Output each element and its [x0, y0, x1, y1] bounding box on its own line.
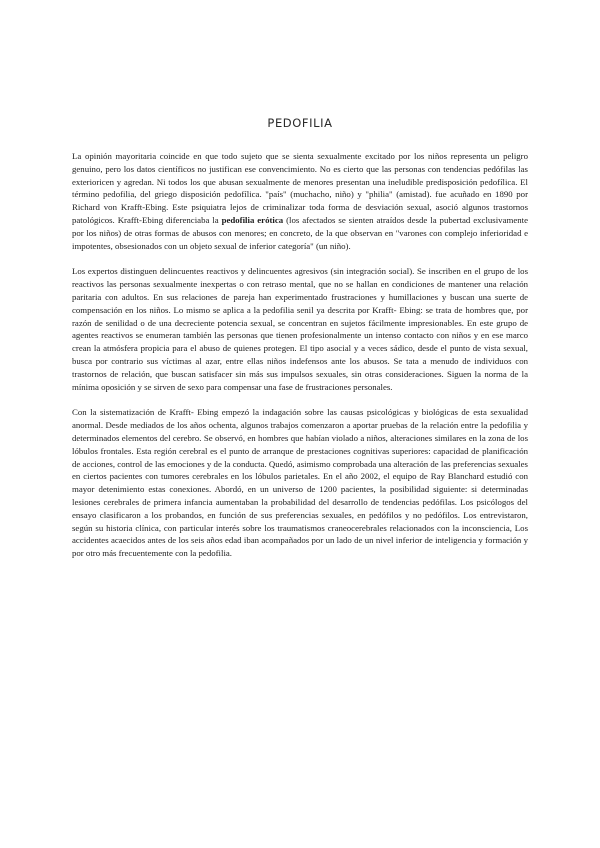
page-title: PEDOFILIA: [267, 116, 333, 130]
paragraph-2: Los expertos distinguen delincuentes reactivos y delincuentes agresivos (sin integración social). Se inscriben en el grupo de los reactivos las personas sexualmente inexpertas o con retraso mental, que no se hallan en condiciones de mantener una relación paritaria con adultos. En sus relaciones de pareja han experimentado frustraciones y humillaciones y buscan una suerte de compensación en los niños. Lo mismo se aplica a la pedofilia senil ya descrita por Krafft- Ebing: se trata de hombres que, por razón de senilidad o de una decreciente potencia sexual, se concentran en sujetos fácilmente impresionables. En este grupo de agentes reactivos se enumeran también las personas que tienen profesionalmente un intenso contacto con niños y en ese marco crean la atmósfera propicia para el abuso de quienes protegen. El tipo asocial y a veces sádico, desde el punto de vista sexual, busca por contrario sus víctimas al azar, entre ellas niños indefensos ante los abusos. Se tata a menudo de individuos con trastornos de relación, que buscan satisfacer sin más sus impulsos sexuales, sin otras consideraciones. Siguen la norma de la mínima oposición y se sirven de sexo para compensar una fase de frustraciones personales.: [72, 266, 528, 392]
paragraph-3: Con la sistematización de Krafft- Ebing empezó la indagación sobre las causas psicológicas y biológicas de esta sexualidad anormal. Desde mediados de los años ochenta, algunos trabajos comenzaron a aportar pruebas de la relación entre la pedofilia y determinados elementos del cerebro. Se observó, en hombres que habían violado a niños, alteraciones similares en la zona de los lóbulos frontales. Esta región cerebral es el punto de arranque de prestaciones cognitivas superiores: capacidad de planificación de acciones, control de las emociones y de la conducta. Quedó, asimismo comprobada una alteración de las preferencias sexuales en ciertos pacientes con tumores cerebrales en los lóbulos parietales. En el año 2002, el equipo de Ray Blanchard estudió con mayor detenimiento estas conexiones. Abordó, en un universo de 1200 pacientes, la posibilidad siguiente: si determinadas lesiones cerebrales de primera infancia aumentaban la probabilidad del desarrollo de tendencias pedófilas. Los psicólogos del ensayo clasificaron a los probandos, en función de sus preferencias sexuales, en pedófilos y no pedófilos. Los entrevistaron, según su historia clínica, con particular interés sobre los traumatismos craneocerebrales relacionados con la inconsciencia, Los accidentes acaecidos antes de los seis años edad iban acompañados por un lado de un nivel inferior de inteligencia y formación y por otro más frecuentemente con la pedofilia.: [72, 407, 528, 559]
bold-term-pedofilia-erotica: pedofilia erótica: [221, 214, 284, 225]
paragraph-1-text-after: (los afectados se sienten atraídos desde la pubertad exclusivamente por los niños) de otras formas de abusos con menores; en concreto, de la que observan en "varones con complejo inferioridad e impotentes, obsesionados con un objeto sexual de inferior categoría" (un niño).: [72, 214, 528, 251]
paragraph-1: [72, 150, 528, 252]
paragraph-1-text-before: La opinión mayoritaria coincide en que todo sujeto que se sienta sexualmente excitado por los niños representa un peligro genuino, pero los datos científicos no justifican ese convencimiento. No es cierto que las personas con tendencias pedófilas las exterioricen y agredan. Ni todos los que abusan sexualmente de menores presentan una ineludible predisposición pedofílica. El término pedofilia, del griego disposición pedofílica. "país" (muchacho, niño) y "philia" (amistad). fue acuñado en 1890 por Richard von Krafft-Ebing. Este psiquiatra lejos de criminalizar toda forma de desviación sexual, asoció algunos trastornos patológicos. Krafft-Ebing diferenciaba la: [72, 151, 528, 225]
document-page: [72, 116, 528, 573]
